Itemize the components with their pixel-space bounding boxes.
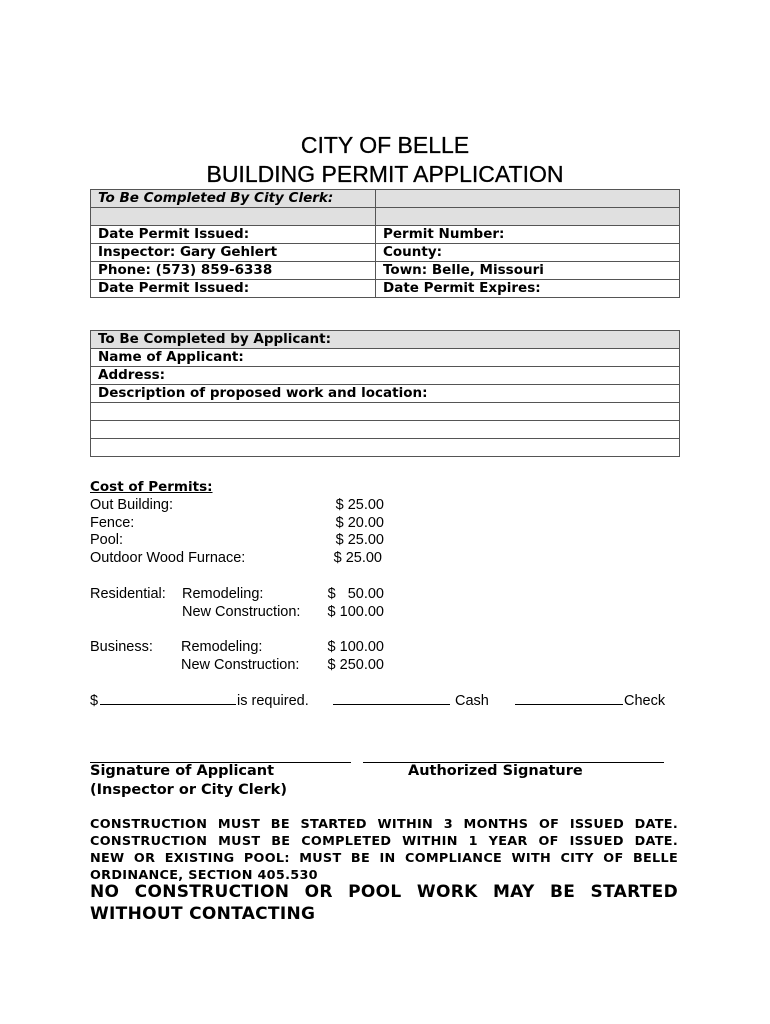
notice-line: CONSTRUCTION MUST BE STARTED WITHIN 3 MONTHS OF ISSUED DATE. bbox=[90, 817, 678, 832]
costs-heading: Cost of Permits: bbox=[90, 479, 213, 495]
residential-label: Residential: bbox=[90, 585, 166, 602]
clerk-shaded-cell bbox=[91, 208, 376, 226]
date-permit-issued-field-2[interactable]: Date Permit Issued: bbox=[91, 280, 376, 298]
cost-amount: $ 25.00 bbox=[335, 532, 384, 549]
clerk-shaded-cell bbox=[376, 208, 680, 226]
cost-label: Fence: bbox=[90, 514, 135, 531]
applicant-name-field[interactable]: Name of Applicant: bbox=[91, 349, 680, 367]
dollar-sign: $ bbox=[90, 693, 99, 709]
work-description-line[interactable] bbox=[91, 403, 680, 421]
cost-label: Pool: bbox=[90, 532, 124, 549]
residential-remodeling-amount: $ 50.00 bbox=[327, 585, 384, 602]
applicant-signature-sublabel: (Inspector or City Clerk) bbox=[90, 782, 287, 798]
clerk-heading-row bbox=[91, 190, 680, 208]
cost-amount: $ 25.00 bbox=[333, 550, 382, 567]
notice-line: CONSTRUCTION MUST BE COMPLETED WITHIN 1 YEAR OF ISSUED DATE. bbox=[90, 834, 678, 849]
clerk-heading: To Be Completed By City Clerk: bbox=[91, 190, 376, 208]
cash-label: Cash bbox=[455, 693, 489, 709]
warning-line: NO CONSTRUCTION OR POOL WORK MAY BE STARTED bbox=[90, 882, 678, 902]
construction-notice bbox=[90, 816, 678, 884]
work-description-line[interactable] bbox=[91, 421, 680, 439]
cost-row bbox=[90, 604, 490, 622]
warning-notice bbox=[90, 881, 678, 925]
cost-amount: $ 20.00 bbox=[335, 514, 384, 531]
clerk-row bbox=[91, 262, 680, 280]
date-permit-expires-field[interactable]: Date Permit Expires: bbox=[376, 280, 680, 298]
applicant-heading: To Be Completed by Applicant: bbox=[91, 331, 680, 349]
cost-row bbox=[90, 550, 490, 568]
cost-row bbox=[90, 532, 490, 550]
applicant-signature-label: Signature of Applicant bbox=[90, 763, 275, 779]
page-title-city: CITY OF BELLE bbox=[300, 132, 470, 158]
residential-new-label: New Construction: bbox=[182, 603, 301, 620]
date-permit-issued-field[interactable]: Date Permit Issued: bbox=[91, 226, 376, 244]
notice-line: NEW OR EXISTING POOL: MUST BE IN COMPLIANCE WITH CITY OF BELLE bbox=[90, 851, 678, 866]
cost-row bbox=[90, 497, 490, 515]
notice-line: ORDINANCE, SECTION 405.530 bbox=[90, 868, 318, 883]
county-field[interactable]: County: bbox=[376, 244, 680, 262]
check-label: Check bbox=[624, 693, 666, 709]
business-new-amount: $ 250.00 bbox=[327, 656, 384, 673]
permit-number-field[interactable]: Permit Number: bbox=[376, 226, 680, 244]
clerk-shaded-row bbox=[91, 208, 680, 226]
clerk-row bbox=[91, 226, 680, 244]
business-new-label: New Construction: bbox=[181, 656, 300, 673]
clerk-row bbox=[91, 244, 680, 262]
cost-row bbox=[90, 639, 490, 657]
inspector-field: Inspector: Gary Gehlert bbox=[91, 244, 376, 262]
business-remodeling-label: Remodeling: bbox=[181, 639, 263, 656]
city-clerk-table bbox=[90, 189, 680, 298]
applicant-address-field[interactable]: Address: bbox=[91, 367, 680, 385]
authorized-signature-label: Authorized Signature bbox=[408, 763, 583, 779]
cost-label: Outdoor Wood Furnace: bbox=[90, 550, 246, 567]
applicant-table bbox=[90, 330, 680, 457]
payment-line bbox=[90, 691, 680, 711]
cost-row bbox=[90, 657, 490, 675]
amount-blank[interactable] bbox=[100, 691, 236, 711]
clerk-heading-blank bbox=[376, 190, 680, 208]
residential-new-amount: $ 100.00 bbox=[327, 603, 384, 620]
residential-remodeling-label: Remodeling: bbox=[182, 585, 264, 602]
cost-amount: $ 25.00 bbox=[335, 496, 384, 513]
permit-costs bbox=[90, 479, 490, 675]
cost-row bbox=[90, 586, 490, 604]
page-title-form: BUILDING PERMIT APPLICATION bbox=[206, 161, 564, 187]
cost-label: Out Building: bbox=[90, 496, 174, 513]
work-description-line[interactable] bbox=[91, 439, 680, 457]
check-blank[interactable] bbox=[515, 691, 623, 711]
business-remodeling-amount: $ 100.00 bbox=[327, 639, 384, 656]
warning-line: WITHOUT CONTACTING bbox=[90, 904, 316, 924]
phone-field: Phone: (573) 859-6338 bbox=[91, 262, 376, 280]
town-field: Town: Belle, Missouri bbox=[376, 262, 680, 280]
cash-blank[interactable] bbox=[333, 691, 450, 711]
work-description-label: Description of proposed work and location: bbox=[91, 385, 680, 403]
required-text: is required. bbox=[237, 693, 309, 709]
business-label: Business: bbox=[90, 639, 153, 656]
cost-row bbox=[90, 515, 490, 533]
clerk-row bbox=[91, 280, 680, 298]
